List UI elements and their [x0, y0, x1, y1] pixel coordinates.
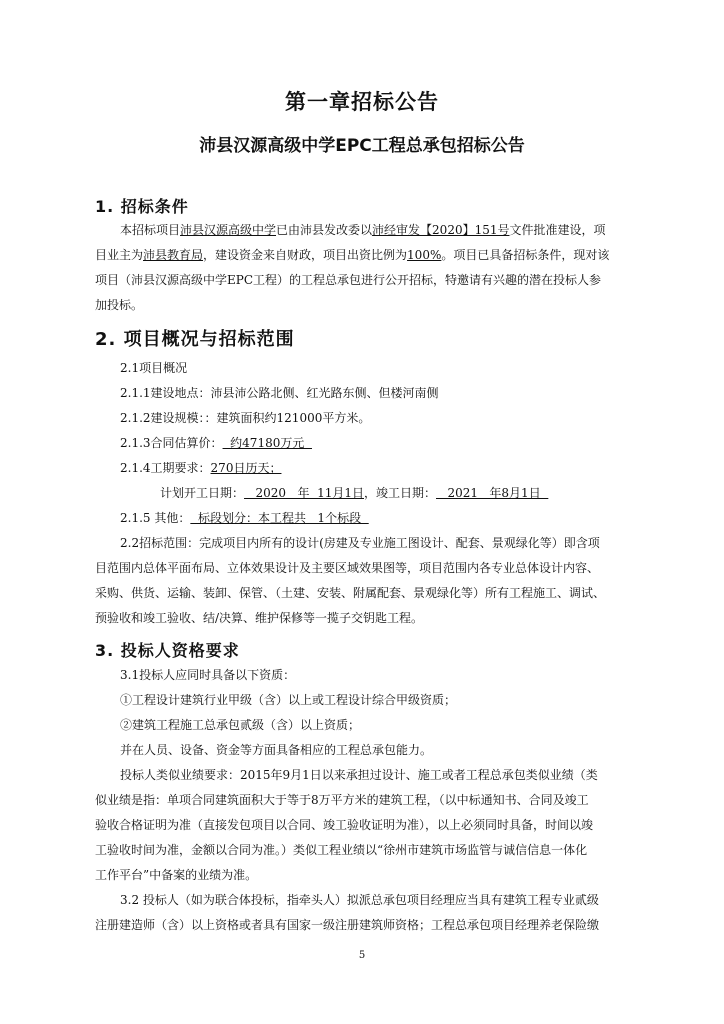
s2-line-3: 2.1.2建设规模：：建筑面积约121000平方米。 — [120, 411, 371, 425]
document-title: 沛县汉源高级中学EPC工程总承包招标公告 — [199, 136, 525, 156]
s3-line-3: ②建筑工程施工总承包贰级（含）以上资质； — [120, 718, 361, 732]
section-1-heading: 1. 招标条件 — [95, 197, 189, 216]
s2-line-6: 计划开工日期： 2020 年 11月1日，竣工日期： 2021 年8月1日 — [160, 486, 549, 500]
s2-line-11: 预验收和竣工验收、结/决算、维护保修等一揽子交钥匙工程。 — [95, 611, 424, 625]
s2-line-4: 2.1.3合同估算价： 约47180万元 — [120, 436, 312, 450]
s2-line-2: 2.1.1建设地点：沛县沛公路北侧、红光路东侧、但楼河南侧 — [120, 386, 439, 400]
s1-line-3: 项目（沛县汉源高级中学EPC工程）的工程总承包进行公开招标，特邀请有兴趣的潜在投标人参 — [95, 273, 602, 287]
s3-line-11: 注册建造师（含）以上资格或者具有国家一级注册建筑师资格；工程总承包项目经理养老保险缴 — [95, 918, 600, 932]
s3-line-9: 工作平台”中备案的业绩为准。 — [95, 868, 258, 882]
s3-line-8: 工验收时间为准，金额以合同为准。）类似工程业绩以“徐州市建筑市场监管与诚信信息一体化 — [95, 843, 588, 857]
s2-line-1: 2.1项目概况 — [120, 361, 188, 375]
s3-line-7: 验收合格证明为准（直接发包项目以合同、竣工验收证明为准），以上必须同时具备，时间以竣 — [95, 818, 594, 832]
s1-line-1: 本招标项目沛县汉源高级中学已由沛县发改委以沛经审发【2020】151号文件批准建设，项 — [120, 223, 606, 237]
s3-line-4: 并在人员、设备、资金等方面具备相应的工程总承包能力。 — [120, 743, 433, 757]
s2-line-9: 目范围内总体平面布局、立体效果设计及主要区域效果图等，项目范围内各专业总体设计内容、 — [95, 561, 600, 575]
s3-line-2: ①工程设计建筑行业甲级（含）以上或工程设计综合甲级资质； — [120, 693, 457, 707]
s2-line-8: 2.2招标范围：完成项目内所有的设计(房建及专业施工图设计、配套、景观绿化等）即含项 — [120, 536, 600, 550]
s3-line-1: 3.1投标人应同时具备以下资质： — [120, 668, 296, 682]
s1-line-4: 加投标。 — [95, 298, 144, 312]
s3-line-6: 似业绩是指：单项合同建筑面积大于等于8万平方米的建筑工程，（以中标通知书、合同及竣工 — [95, 793, 589, 807]
s2-line-5: 2.1.4工期要求：270日历天； — [120, 461, 282, 475]
s3-line-10: 3.2 投标人（如为联合体投标，指牵头人）拟派总承包项目经理应当具有建筑工程专业贰级 — [120, 893, 599, 907]
chapter-title: 第一章招标公告 — [285, 90, 439, 114]
section-2-heading: 2. 项目概况与招标范围 — [95, 329, 295, 350]
s1-line-2: 目业主为沛县教育局，建设资金来自财政，项目出资比例为100%。项目已具备招标条件，现对该 — [95, 248, 610, 262]
section-3-heading: 3. 投标人资格要求 — [95, 641, 240, 660]
s3-line-5: 投标人类似业绩要求：2015年9月1日以来承担过设计、施工或者工程总承包类似业绩（类 — [120, 768, 598, 782]
page-number: 5 — [358, 950, 366, 961]
s2-line-10: 采购、供货、运输、装卸、保管、（土建、安装、附属配套、景观绿化等）所有工程施工、调试、 — [95, 586, 606, 600]
s2-line-7: 2.1.5 其他： 标段划分：本工程共 1个标段 — [120, 511, 369, 525]
